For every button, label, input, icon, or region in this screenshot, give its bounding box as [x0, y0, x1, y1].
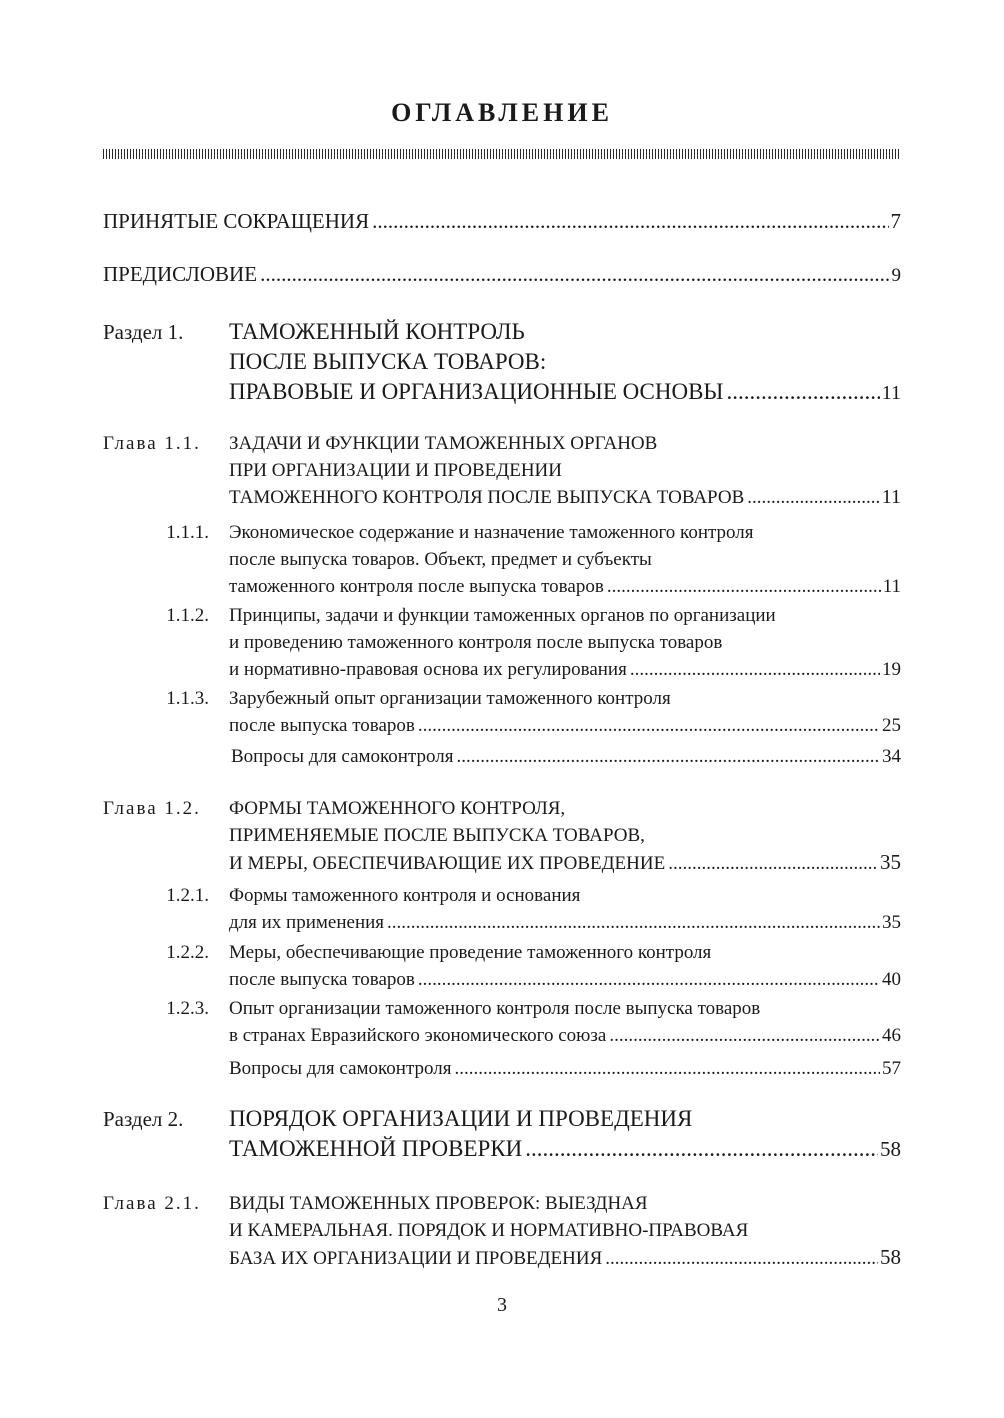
- dot-leader: [605, 1245, 878, 1272]
- subsection-title-line: таможенного контроля после выпуска товаров: [229, 576, 604, 597]
- subsection-label: 1.1.1.: [166, 522, 209, 543]
- page-ref: 34: [882, 746, 901, 767]
- subsection-label: 1.1.3.: [166, 688, 209, 709]
- subsection-label: 1.2.2.: [166, 942, 209, 963]
- subsection-title-line: после выпуска товаров: [229, 715, 415, 736]
- page-ref: 11: [882, 576, 901, 597]
- dot-leader: [747, 484, 879, 511]
- page-ref: 35: [882, 912, 901, 933]
- subsection-title-line: Опыт организации таможенного контроля после выпуска товаров: [229, 998, 761, 1019]
- page-ref: 46: [882, 1025, 901, 1046]
- subsection-title-line: и нормативно-правовая основа их регулирования: [229, 659, 627, 680]
- section-title-line: ТАМОЖЕННЫЙ КОНТРОЛЬ: [229, 319, 525, 344]
- page-ref: 40: [882, 969, 901, 990]
- chapter-label: Глава 1.2.: [103, 798, 201, 819]
- dot-leader: [260, 259, 889, 289]
- title-divider: [103, 149, 901, 159]
- page-ref: 35: [880, 850, 901, 874]
- page-ref: 7: [890, 209, 901, 233]
- subsection-label: 1.2.1.: [166, 885, 209, 906]
- page-number: 3: [497, 1294, 507, 1316]
- subsection-title-line: в странах Евразийского экономического союза: [229, 1025, 607, 1046]
- subsection-title-line: Экономическое содержание и назначение таможенного контроля: [229, 522, 754, 543]
- section-title-line: ТАМОЖЕННОЙ ПРОВЕРКИ: [229, 1136, 523, 1161]
- section-title-line: ПРАВОВЫЕ И ОРГАНИЗАЦИОННЫЕ ОСНОВЫ: [229, 379, 724, 404]
- dot-leader: [525, 1134, 878, 1164]
- chapter-title-line: И КАМЕРАЛЬНАЯ. ПОРЯДОК И НОРМАТИВНО-ПРАВОВАЯ: [229, 1220, 749, 1241]
- page-ref: 58: [880, 1245, 901, 1269]
- section-title-line: ПОРЯДОК ОРГАНИЗАЦИИ И ПРОВЕДЕНИЯ: [229, 1106, 693, 1131]
- chapter-label: Глава 1.1.: [103, 433, 201, 454]
- chapter-title-line: ПРИ ОРГАНИЗАЦИИ И ПРОВЕДЕНИИ: [229, 460, 563, 481]
- toc-entry-preface[interactable]: [103, 259, 901, 291]
- questions-text: Вопросы для самоконтроля: [231, 746, 454, 767]
- dot-leader: [387, 909, 880, 936]
- page-ref: 58: [880, 1137, 901, 1161]
- toc-entry-abbreviations[interactable]: [103, 206, 901, 236]
- chapter-title-line: ФОРМЫ ТАМОЖЕННОГО КОНТРОЛЯ,: [229, 798, 566, 819]
- dot-leader: [372, 206, 888, 236]
- chapter-label: Глава 2.1.: [103, 1193, 201, 1214]
- page-ref: 11: [881, 382, 901, 404]
- subsection-label: 1.1.2.: [166, 605, 209, 626]
- subsection-title-line: Зарубежный опыт организации таможенного контроля: [229, 688, 671, 709]
- page-ref: 9: [891, 265, 901, 286]
- page-title: ОГЛАВЛЕНИЕ: [391, 98, 613, 127]
- subsection-title-line: Принципы, задачи и функции таможенных органов по организации: [229, 605, 776, 626]
- dot-leader: [668, 850, 878, 877]
- subsection-title-line: после выпуска товаров. Объект, предмет и субъекты: [229, 549, 652, 570]
- subsection-title-line: Меры, обеспечивающие проведение таможенного контроля: [229, 942, 712, 963]
- chapter-title-line: ТАМОЖЕННОГО КОНТРОЛЯ ПОСЛЕ ВЫПУСКА ТОВАРОВ: [229, 487, 745, 508]
- toc-entry-text: ПРИНЯТЫЕ СОКРАЩЕНИЯ: [103, 209, 370, 233]
- toc-entry-text: ПРЕДИСЛОВИЕ: [103, 262, 258, 286]
- chapter-title-line: БАЗА ИХ ОРГАНИЗАЦИИ И ПРОВЕДЕНИЯ: [229, 1248, 603, 1269]
- questions-text: Вопросы для самоконтроля: [229, 1058, 452, 1079]
- section-title-line: ПОСЛЕ ВЫПУСКА ТОВАРОВ:: [229, 349, 547, 374]
- subsection-title-line: Формы таможенного контроля и основания: [229, 885, 581, 906]
- chapter-title-line: ПРИМЕНЯЕМЫЕ ПОСЛЕ ВЫПУСКА ТОВАРОВ,: [229, 825, 645, 846]
- dot-leader: [418, 712, 880, 739]
- dot-leader: [607, 573, 881, 600]
- chapter-title-line: И МЕРЫ, ОБЕСПЕЧИВАЮЩИЕ ИХ ПРОВЕДЕНИЕ: [229, 853, 666, 874]
- page-ref: 25: [882, 715, 901, 736]
- subsection-label: 1.2.3.: [166, 998, 209, 1019]
- subsection-title-line: и проведению таможенного контроля после выпуска товаров: [229, 632, 723, 653]
- dot-leader: [630, 656, 880, 683]
- page-ref: 11: [881, 486, 901, 508]
- dot-leader: [456, 743, 880, 770]
- subsection-title-line: после выпуска товаров: [229, 969, 415, 990]
- page-ref: 57: [882, 1058, 901, 1079]
- chapter-title-line: ВИДЫ ТАМОЖЕННЫХ ПРОВЕРОК: ВЫЕЗДНАЯ: [229, 1193, 648, 1214]
- dot-leader: [609, 1022, 880, 1049]
- subsection-title-line: для их применения: [229, 912, 385, 933]
- section-label: Раздел 2.: [103, 1107, 184, 1131]
- dot-leader: [727, 377, 880, 407]
- dot-leader: [454, 1055, 880, 1082]
- chapter-title-line: ЗАДАЧИ И ФУНКЦИИ ТАМОЖЕННЫХ ОРГАНОВ: [229, 433, 658, 454]
- page-ref: 19: [882, 659, 901, 680]
- section-label: Раздел 1.: [103, 320, 184, 344]
- dot-leader: [418, 966, 880, 993]
